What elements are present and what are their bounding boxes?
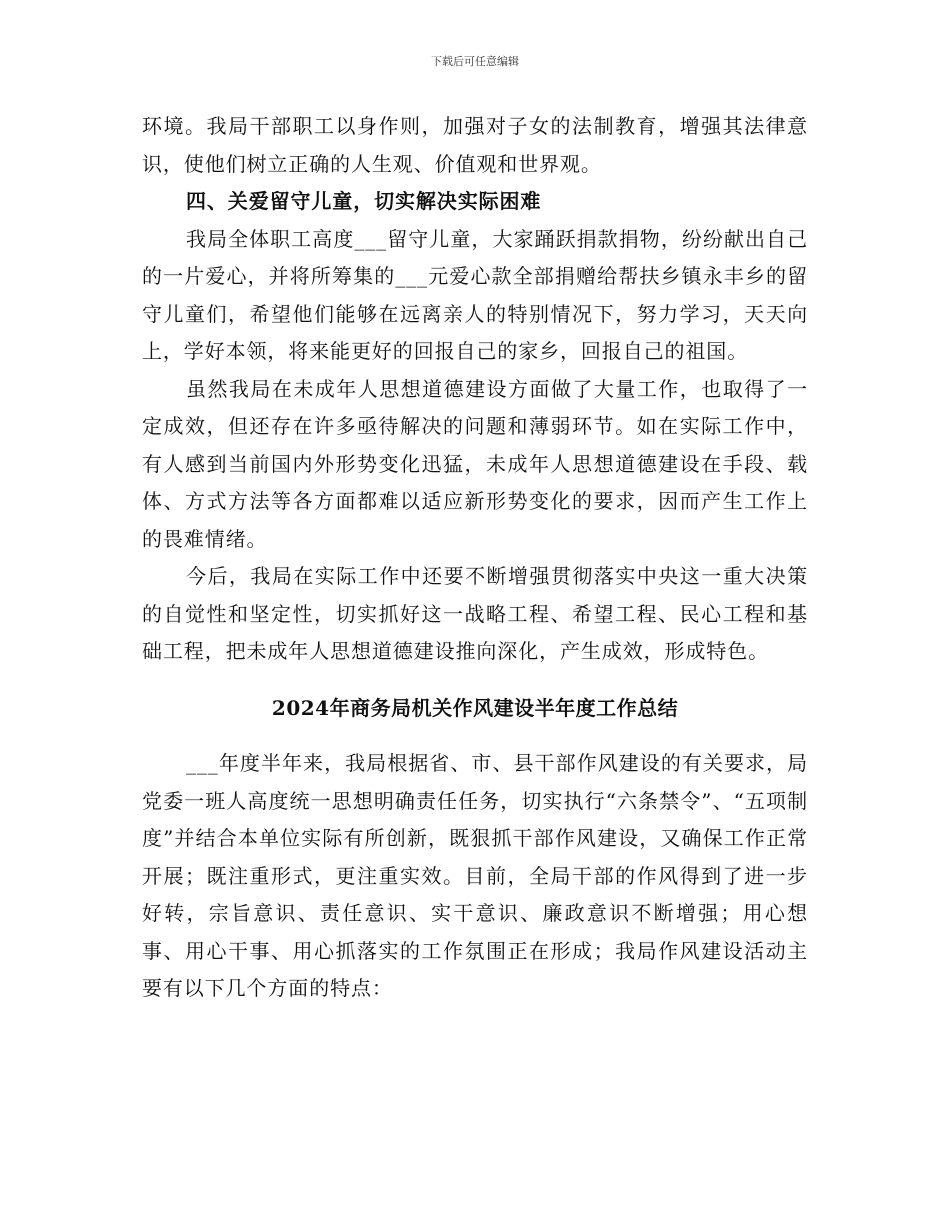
paragraph-future: 今后，我局在实际工作中还要不断增强贯彻落实中央这一重大决策的自觉性和坚定性，切实抓好这一战略工程、希望工程、民心工程和基础工程，把未成年人思想道德建设推向深化，产生成效，形成特色。 bbox=[142, 564, 808, 663]
document-body bbox=[142, 108, 808, 1008]
page-header-note: 下载后可任意编辑 bbox=[431, 55, 519, 68]
paragraph-donation: 我局全体职工高度___留守儿童，大家踊跃捐款捐物，纷纷献出自己的一片爱心，并将所筹集的___元爱心款全部捐赠给帮扶乡镇永丰乡的留守儿童们，希望他们能够在远离亲人的特别情况下，努力学习，天天向上，学好本领，将来能更好的回报自己的家乡，回报自己的祖国。 bbox=[142, 226, 808, 363]
paragraph-summary: ___年度半年来，我局根据省、市、县干部作风建设的有关要求，局党委一班人高度统一思想明确责任任务，切实执行“六条禁令”、“五项制度”并结合本单位实际有所创新，既狠抓干部作风建设，又确保工作正常开展；既注重形式，更注重实效。目前，全局干部的作风得到了进一步好转，宗旨意识、责任意识、实干意识、廉政意识不断增强；用心想事、用心干事、用心抓落实的工作氛围正在形成；我局作风建设活动主要有以下几个方面的特点： bbox=[142, 751, 808, 1000]
paragraph-problems: 虽然我局在未成年人思想道德建设方面做了大量工作，也取得了一定成效，但还存在许多亟待解决的问题和薄弱环节。如在实际工作中，有人感到当前国内外形势变化迅猛，未成年人思想道德建设在手段、载体、方式方法等各方面都难以适应新形势变化的要求，因而产生工作上的畏难情绪。 bbox=[142, 376, 808, 551]
paragraph-continuation: 环境。我局干部职工以身作则，加强对子女的法制教育，增强其法律意识，使他们树立正确的人生观、价值观和世界观。 bbox=[142, 114, 808, 176]
document-title: 2024年商务局机关作风建设半年度工作总结 bbox=[271, 695, 679, 720]
section-heading-4: 四、关爱留守儿童，切实解决实际困难 bbox=[186, 189, 542, 213]
